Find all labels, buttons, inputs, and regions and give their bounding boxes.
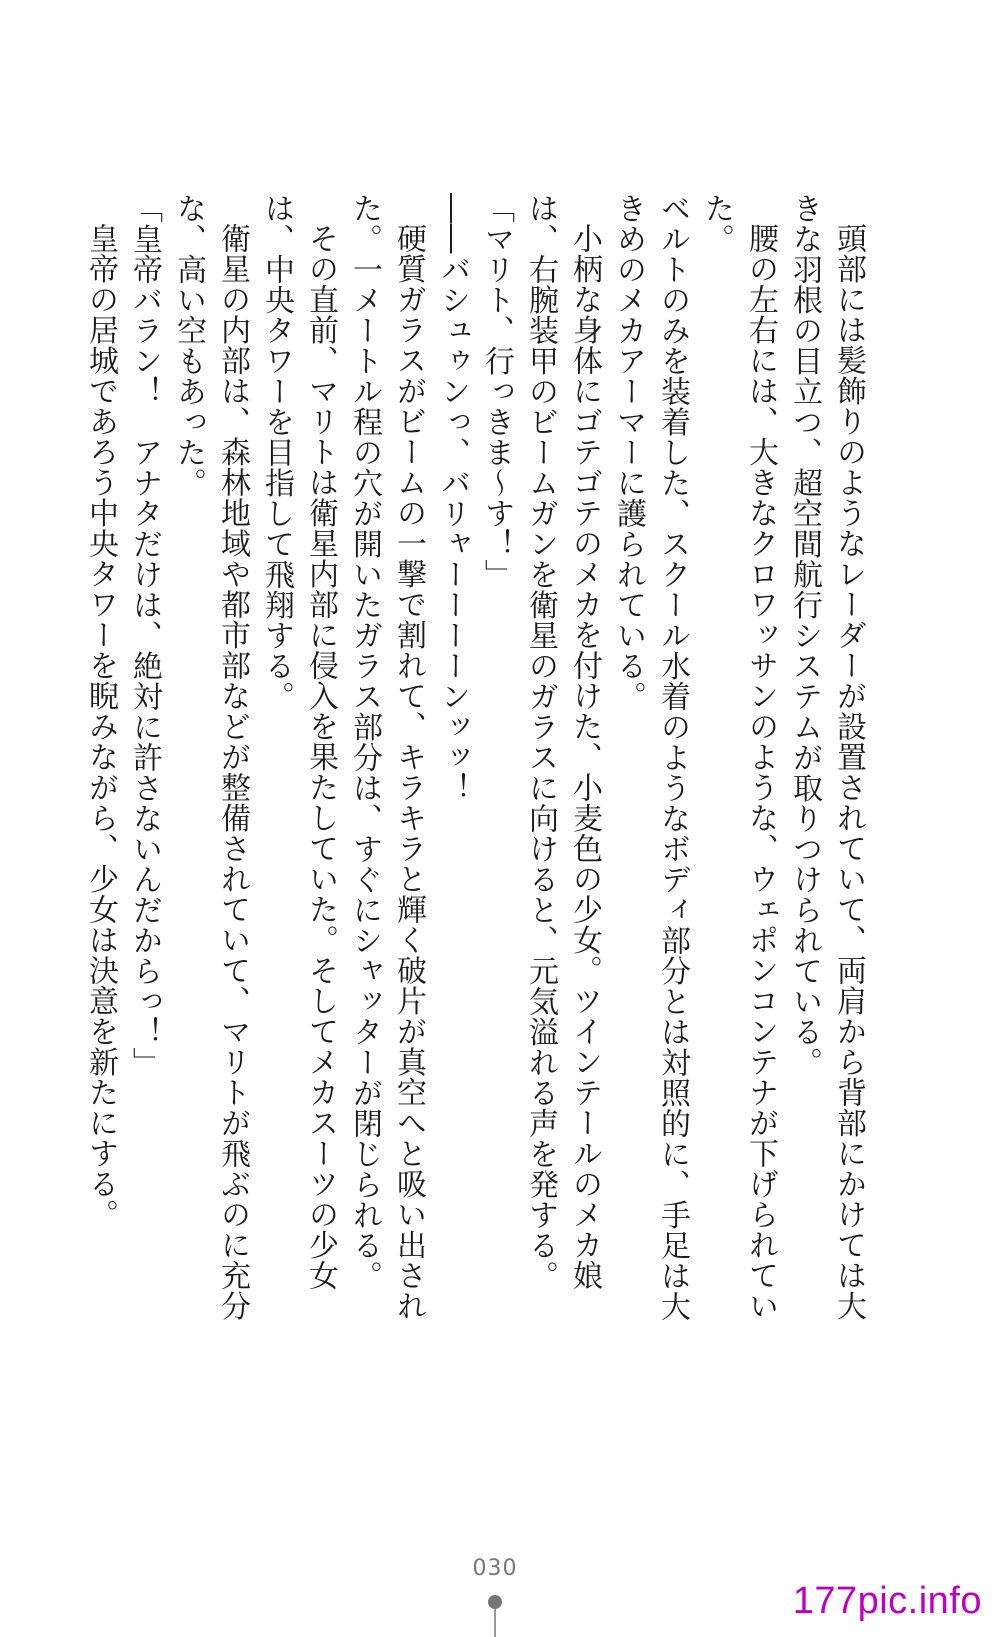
dialogue-line: 「マリト、行っきま～す！」 bbox=[479, 193, 514, 590]
page-marker-line bbox=[494, 1609, 496, 1637]
paragraph: その直前、マリトは衛星内部に侵入を果たしていた。そしてメカスーツの少女は、中央タワーを目指して飛翔する。 bbox=[259, 193, 338, 1291]
page-number: 030 bbox=[472, 1556, 518, 1581]
paragraph: 頭部には髪飾りのようなレーダーが設置されていて、両肩から背部にかけては大きな羽根の目立つ、超空間航行システムが取りつけられている。 bbox=[787, 193, 866, 1321]
watermark-text: 177pic.info bbox=[792, 1580, 982, 1622]
paragraph: 腰の左右には、大きなクロワッサンのような、ウェポンコンテナが下げられていた。 bbox=[699, 193, 778, 1321]
body-text bbox=[83, 193, 870, 1343]
paragraph: 小柄な身体にゴテゴテのメカを付けた、小麦色の少女。ツインテールのメカ娘は、右腕装甲のビームガンを衛星のガラスに向けると、元気溢れる声を発する。 bbox=[523, 193, 602, 1291]
sound-effect-line: ――バシュゥンっ、バリャーーーーンッッ！ bbox=[435, 193, 470, 803]
paragraph: 衛星の内部は、森林地域や都市部などが整備されていて、マリトが飛ぶのに充分な、高い空もあった。 bbox=[171, 193, 250, 1321]
page-marker-dot-icon bbox=[488, 1595, 502, 1609]
paragraph: 硬質ガラスがビームの一撃で割れて、キラキラと輝く破片が真空へと吸い出された。一メートル程の穴が開いたガラス部分は、すぐにシャッターが閉じられる。 bbox=[347, 193, 426, 1321]
paragraph: 皇帝の居城であろう中央タワーを睨みながら、少女は決意を新たにする。 bbox=[83, 223, 118, 1230]
dialogue-line: 「皇帝バラン！ アナタだけは、絶対に許さないんだからっ！」 bbox=[127, 193, 162, 1078]
paragraph: ベルトのみを装着した、スクール水着のようなボディ部分とは対照的に、手足は大きめのメカアーマーに護られている。 bbox=[611, 193, 690, 1322]
